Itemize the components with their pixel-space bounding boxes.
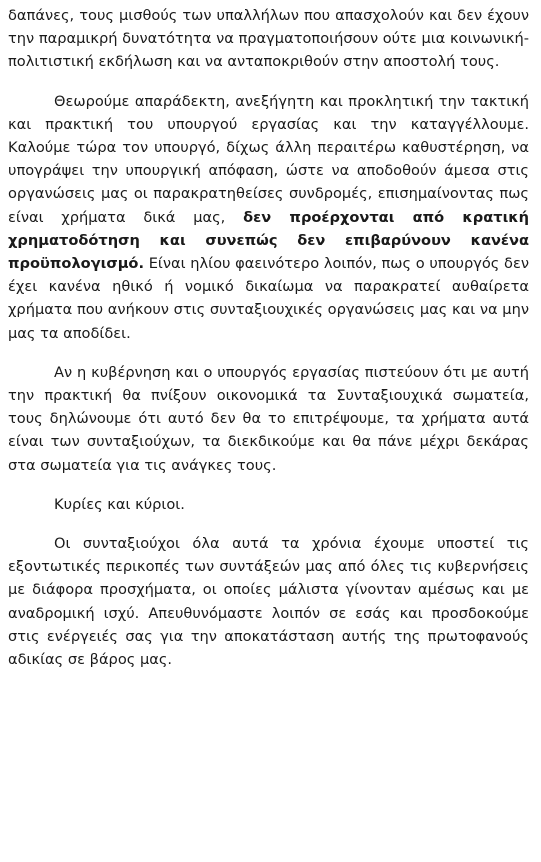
- paragraph-2-bold: δεν προέρχονται από κρατική χρηματοδότηση και συνεπώς δεν επιβαρύνουν κανένα προϋπολογισμό.: [8, 208, 530, 273]
- paragraph-2-end: Είναι ηλίου φαεινότερο λοιπόν, πως ο υπουργός δεν έχει κανένα ηθικό ή νομικό δικαίωμα να παρακρατεί αυθαίρετα χρήματα που ανήκουν στις συνταξιουχικές οργανώσεις μας και να μην μας τα αποδίδει.: [8, 255, 529, 342]
- paragraph-3: Αν η κυβέρνηση και ο υπουργός εργασίας πιστεύουν ότι με αυτή την πρακτική θα πνίξουν οικονομικά τα Συνταξιουχικά σωματεία, τους δηλώνουμε ότι αυτό δεν θα το επιτρέψουμε, τα χρήματα αυτά είναι των συνταξιούχων, τα διεκδικούμε και θα πάνε μέχρι δεκάρας στα σωματεία για τις ανάγκες τους.: [8, 363, 529, 474]
- paragraph-2-start: Θεωρούμε απαράδεκτη, ανεξήγητη και προκλητική την τακτική και πρακτική του υπουργού εργασίας και την καταγγέλλουμε. Καλούμε τώρα τον υπουργό, δίχως άλλη περαιτέρω καθυστέρηση, να υπογράψει την υπουργική απόφαση, ώστε να αποδοθούν άμεσα στις οργανώσεις μας οι παρακρατηθείσες συνδρομές, επισημαίνοντας πως είναι χρήματα δικά μας,: [8, 92, 529, 226]
- paragraph-5: Οι συνταξιούχοι όλα αυτά τα χρόνια έχουμε υποστεί τις εξοντωτικές περικοπές των συντάξεών μας από όλες τις κυβερνήσεις με διάφορα προσχήματα, οι οποίες μάλιστα γίνονταν αμέσως και με αναδρομική ισχύ. Απευθυνόμαστε λοιπόν σε εσάς και προσδοκούμε στις ενέργειές σας για την αποκατάσταση αυτής της πρωτοφανούς αδικίας σε βάρος μας.: [8, 535, 529, 669]
- paragraph-4: Κυρίες και κύριοι.: [54, 495, 185, 513]
- paragraph-2: [8, 90, 529, 345]
- paragraph-1: δαπάνες, τους μισθούς των υπαλλήλων που απασχολούν και δεν έχουν την παραμικρή δυνατότητα να πραγματοποιήσουν ούτε μια κοινωνική- πολιτιστική εκδήλωση και να ανταποκριθούν στην αποστολή τους.: [8, 7, 529, 71]
